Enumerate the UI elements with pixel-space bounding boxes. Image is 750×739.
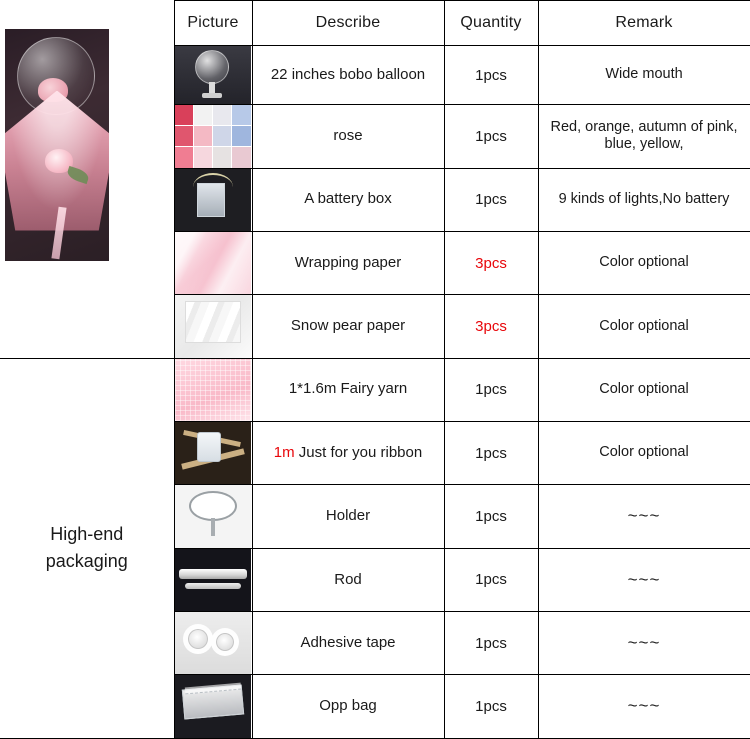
paper-fold-shape: [175, 232, 251, 294]
remark-cell: ~~~: [538, 485, 750, 548]
fairy-yarn-photo: [175, 359, 251, 421]
remark-cell: ~~~: [538, 675, 750, 739]
balloon-base-shape: [202, 93, 222, 98]
remark-cell: Color optional: [538, 231, 750, 294]
remark-cell: Color optional: [538, 422, 750, 485]
header-picture: Picture: [174, 1, 252, 46]
picture-cell: [174, 358, 252, 421]
describe-cell: 22 inches bobo balloon: [252, 45, 444, 104]
wrapping-paper-photo: [175, 232, 251, 294]
yarn-mesh-shape: [175, 359, 251, 421]
remark-cell: ~~~: [538, 612, 750, 675]
rod-photo: [175, 549, 251, 611]
quantity-cell: 1pcs: [444, 485, 538, 548]
remark-cell: Color optional: [538, 358, 750, 421]
describe-prefix: 1m: [273, 443, 295, 461]
quantity-cell: 1pcs: [444, 548, 538, 611]
left-category-label-cell: [0, 358, 174, 738]
rod-bar-shape: [179, 569, 247, 579]
describe-cell: Wrapping paper: [252, 231, 444, 294]
quantity-cell: 1pcs: [444, 168, 538, 231]
quantity-cell: 1pcs: [444, 675, 538, 739]
snow-pear-paper-photo: [175, 295, 251, 357]
left-category-label-line2: packaging: [45, 551, 128, 572]
describe-rest: Just for you ribbon: [294, 443, 423, 461]
picture-cell: [174, 105, 252, 168]
adhesive-tape-photo: [175, 612, 251, 674]
picture-cell: [174, 675, 252, 739]
remark-cell: Color optional: [538, 295, 750, 358]
opp-bag-photo: [175, 675, 251, 738]
remark-cell: Wide mouth: [538, 45, 750, 104]
quantity-cell: 1pcs: [444, 422, 538, 485]
picture-cell: [174, 231, 252, 294]
describe-cell: 1*1.6m Fairy yarn: [252, 358, 444, 421]
quantity-cell: 1pcs: [444, 105, 538, 168]
quantity-cell: 1pcs: [444, 612, 538, 675]
header-quantity: Quantity: [444, 1, 538, 46]
table-header-row: [0, 1, 750, 46]
quantity-cell: 3pcs: [444, 231, 538, 294]
bobo-balloon-bouquet-photo: [0, 1, 172, 265]
table-row: [0, 358, 750, 421]
balloon-circle-shape: [195, 50, 229, 84]
tape-roll-shape: [211, 628, 239, 656]
holder-ring-shape: [189, 491, 237, 521]
describe-cell: [252, 422, 444, 485]
describe-cell: Adhesive tape: [252, 612, 444, 675]
describe-cell: Holder: [252, 485, 444, 548]
picture-cell: [174, 485, 252, 548]
remark-cell: 9 kinds of lights,No battery: [538, 168, 750, 231]
describe-cell: Opp bag: [252, 675, 444, 739]
tape-roll-shape: [183, 624, 213, 654]
battery-box-photo: [175, 169, 251, 231]
remark-cell: Red, orange, autumn of pink, blue, yellow,: [538, 105, 750, 168]
picture-cell: [174, 612, 252, 675]
ribbon-photo: [175, 422, 251, 484]
describe-cell: rose: [252, 105, 444, 168]
describe-cell: A battery box: [252, 168, 444, 231]
quantity-cell: 1pcs: [444, 45, 538, 104]
picture-cell: [174, 45, 252, 104]
quantity-cell: 3pcs: [444, 295, 538, 358]
describe-cell: Rod: [252, 548, 444, 611]
describe-cell: Snow pear paper: [252, 295, 444, 358]
picture-cell: [174, 422, 252, 485]
bobo-balloon-photo: [175, 46, 251, 104]
header-describe: Describe: [252, 1, 444, 46]
battery-box-shape: [197, 183, 225, 217]
rod-bar-shape: [185, 583, 241, 589]
header-remark: Remark: [538, 1, 750, 46]
picture-cell: [174, 168, 252, 231]
hero-image-cell: [0, 1, 174, 359]
holder-photo: [175, 485, 251, 547]
quantity-cell: 1pcs: [444, 358, 538, 421]
hero-photo-frame: [5, 29, 109, 261]
rose-swatch-grid: [175, 105, 251, 167]
rose-color-swatches-photo: [175, 105, 251, 167]
picture-cell: [174, 548, 252, 611]
paper-roll-shape: [185, 301, 241, 343]
left-category-label-line1: High-end: [50, 524, 124, 545]
remark-cell: ~~~: [538, 548, 750, 611]
ribbon-tag-shape: [197, 432, 221, 462]
holder-stem-shape: [211, 518, 215, 536]
picture-cell: [174, 295, 252, 358]
